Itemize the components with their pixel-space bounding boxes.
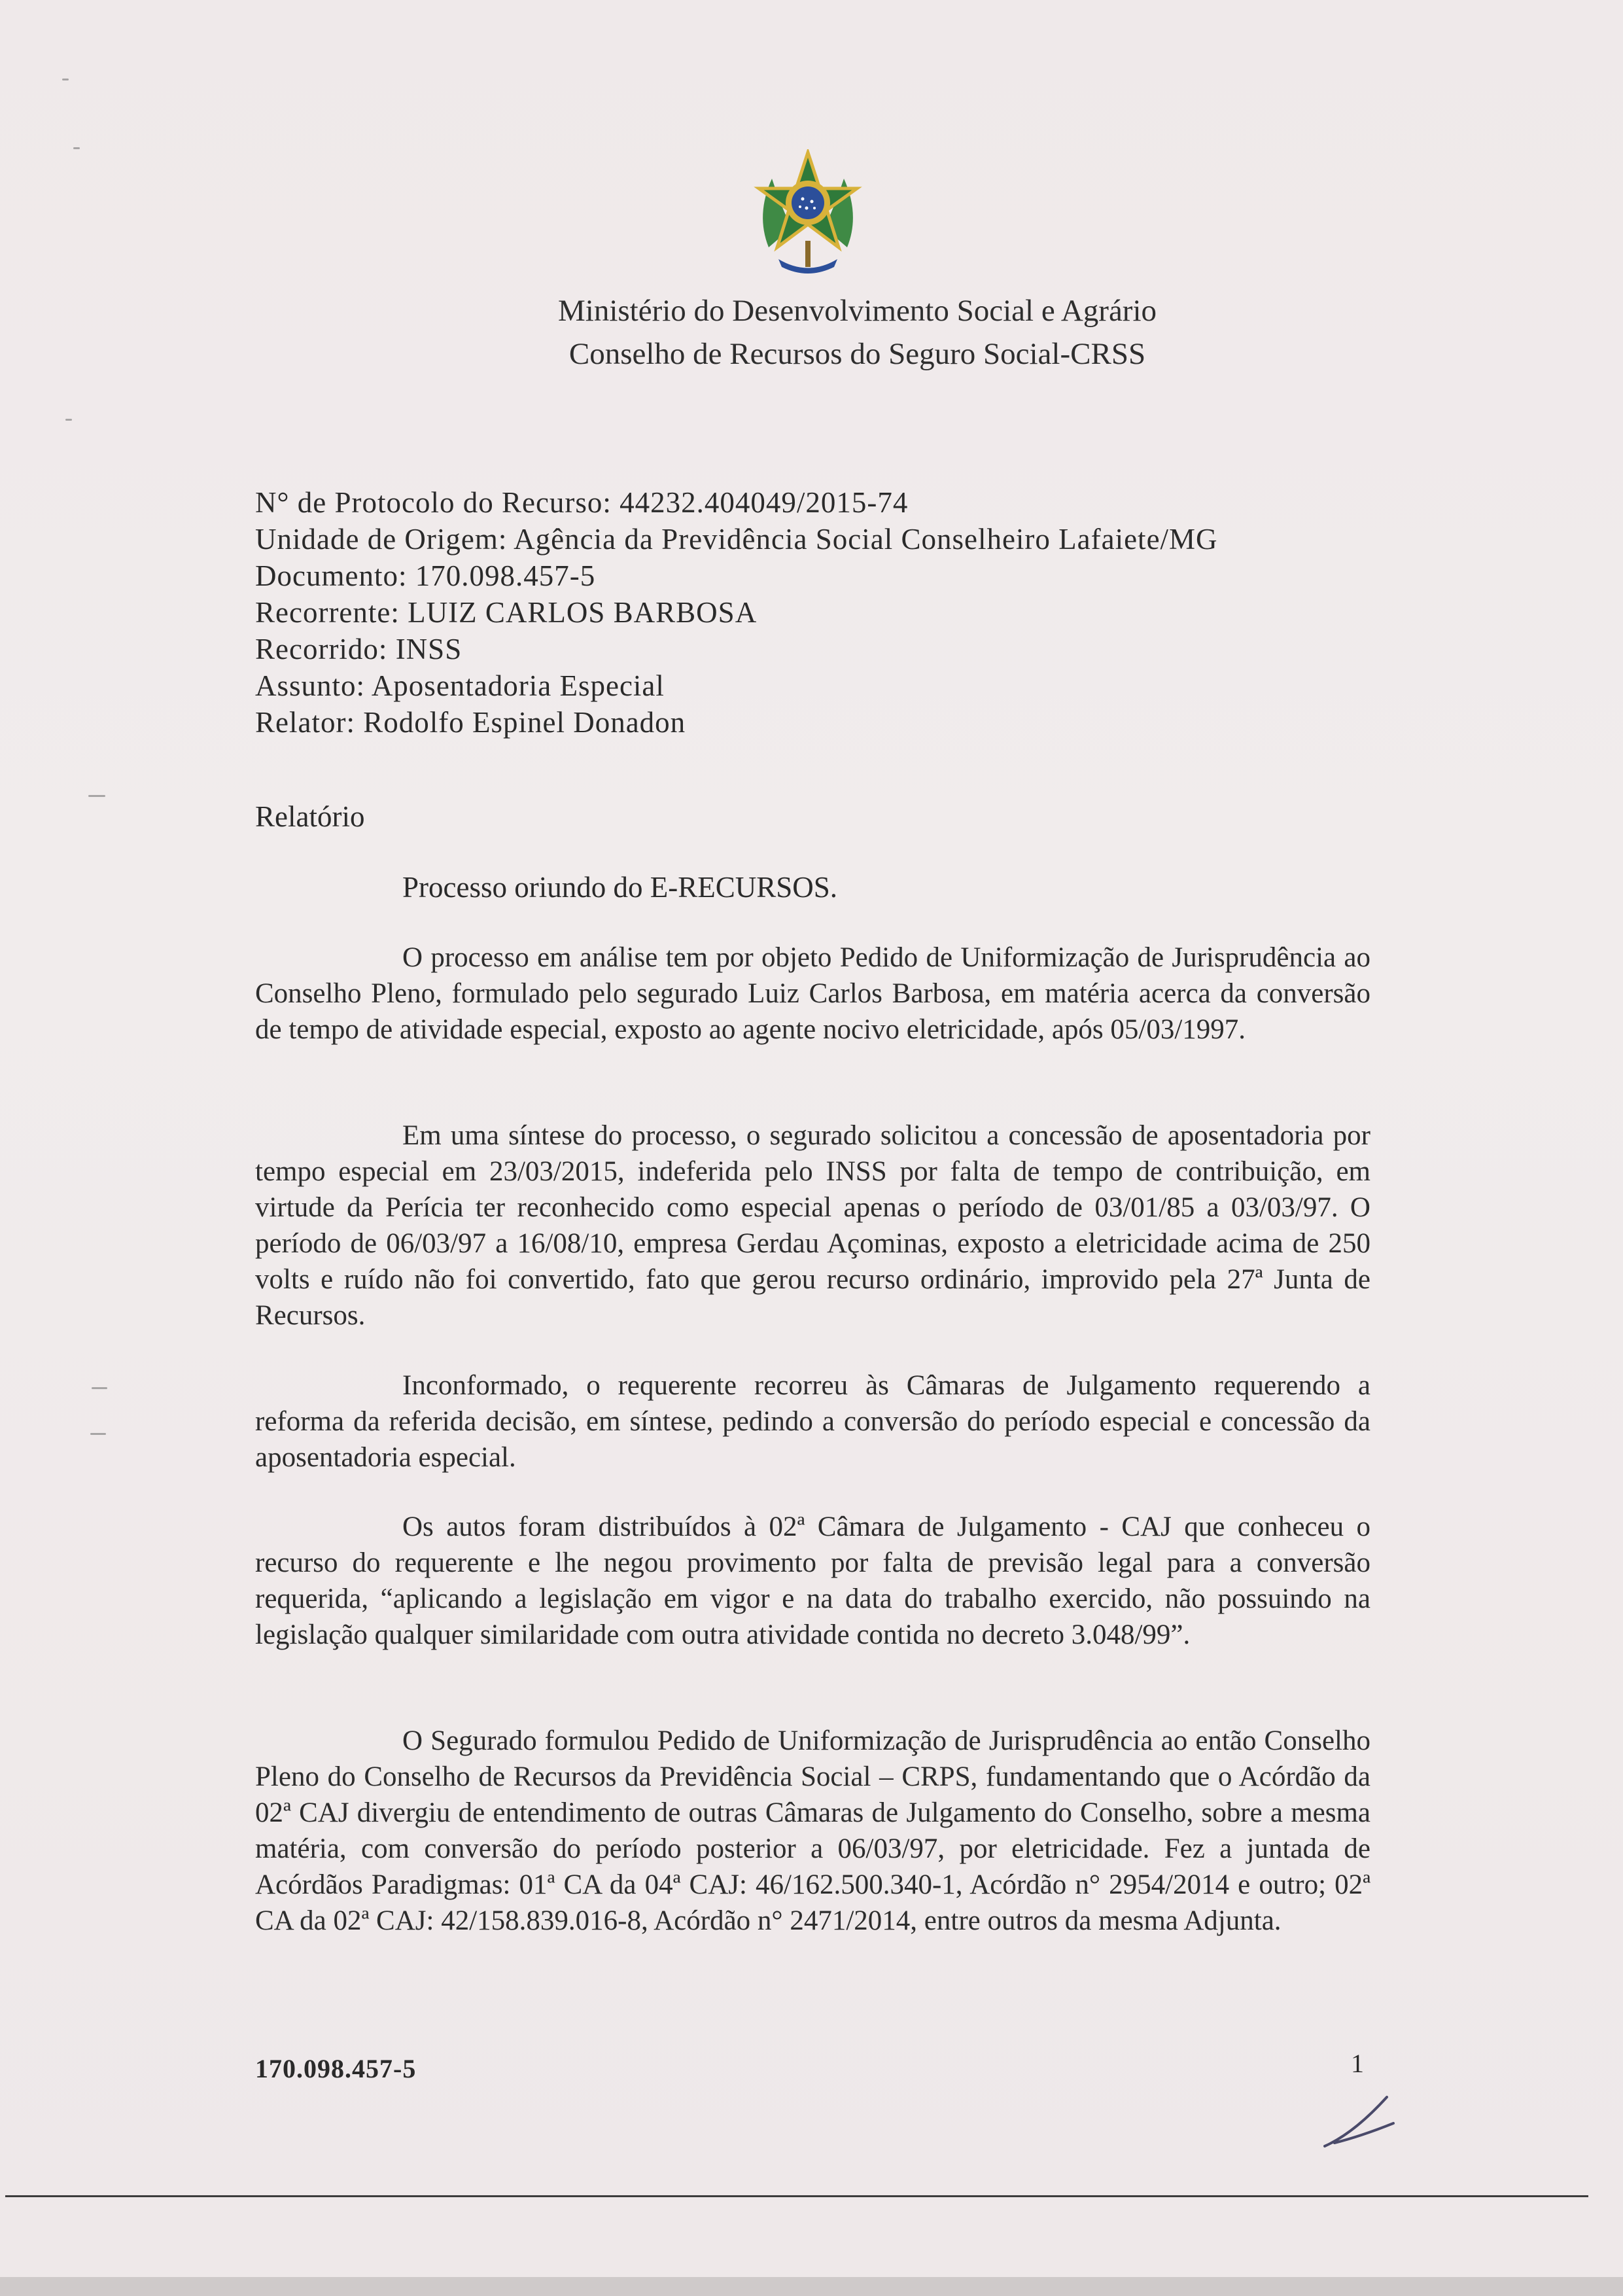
footer-document-id: 170.098.457-5 (255, 2054, 417, 2083)
council-heading: Conselho de Recursos do Seguro Social-CRSS (568, 337, 1146, 371)
page-number: 1 (1351, 2049, 1364, 2078)
scan-speck (62, 79, 69, 80)
report-section-title: Relatório (255, 800, 365, 833)
scan-bottom-edge (0, 2277, 1623, 2296)
rapporteur-row: Relator: Rodolfo Espinel Donadon (255, 706, 686, 739)
origin-unit-row: Unidade de Origem: Agência da Previdência Social Conselheiro Lafaiete/MG (255, 523, 1218, 556)
report-paragraph: O Segurado formulou Pedido de Uniformização de Jurisprudência ao então Conselho Pleno do Conselho de Recursos da Previdência Social – CRPS, fundamentando que o Acórdão da 02ª CAJ divergiu de entendimento de outras Câmaras de Julgamento do Conselho, sobre a mesma matéria, com conversão do período posterior a 06/03/97, por eletricidade. Fez a juntada de Acórdãos Paradigmas: 01ª CA da 04ª CAJ: 46/162.500.340-1, Acórdão n° 2954/2014 e outro; 02ª CA da 02ª CAJ: 42/158.839.016-8, Acórdão n° 2471/2014, entre outros da mesma Adjunta. (255, 1725, 1370, 1936)
case-metadata (255, 484, 1218, 741)
report-paragraph: Os autos foram distribuídos à 02ª Câmara de Julgamento - CAJ que conheceu o recurso do requerente e lhe negou provimento por falta de previsão legal para a conversão requerida, “aplicando a legislação em vigor e na data do trabalho exercido, não possuindo na legislação qualquer similaridade com outra atividade contida no decreto 3.048/99”. (255, 1511, 1370, 1650)
coat-of-arms-emblem (742, 149, 873, 280)
page-bottom-rule (5, 2195, 1588, 2197)
report-paragraph: Inconformado, o requerente recorreu às Câmaras de Julgamento requerendo a reforma da referida decisão, em síntese, pedindo a conversão do período especial e concessão da aposentadoria especial. (255, 1370, 1370, 1473)
subject-row: Assunto: Aposentadoria Especial (255, 669, 665, 702)
document-row: Documento: 170.098.457-5 (255, 559, 596, 592)
initials-signature (1315, 2084, 1400, 2156)
scan-speck (73, 147, 80, 149)
scan-speck (90, 1433, 106, 1435)
respondent-row: Recorrido: INSS (255, 633, 462, 665)
report-paragraph: O processo em análise tem por objeto Pedido de Uniformização de Jurisprudência ao Conselho Pleno, formulado pelo segurado Luiz Carlos Barbosa, em matéria acerca da conversão de tempo de atividade especial, exposto ao agente nocivo eletricidade, após 05/03/1997. (255, 942, 1370, 1045)
scan-speck (65, 419, 72, 421)
scan-speck (88, 795, 105, 797)
ministry-heading: Ministério do Desenvolvimento Social e Agrário (557, 294, 1157, 328)
appellant-row: Recorrente: LUIZ CARLOS BARBOSA (255, 596, 758, 629)
protocol-row: N° de Protocolo do Recurso: 44232.404049/2015-74 (255, 486, 909, 519)
process-origin-line: Processo oriundo do E-RECURSOS. (402, 871, 838, 904)
emblem-sword (805, 241, 811, 267)
scan-speck (92, 1387, 107, 1389)
report-paragraph: Em uma síntese do processo, o segurado solicitou a concessão de aposentadoria por tempo especial em 23/03/2015, indeferida pelo INSS por falta de tempo de contribuição, em virtude da Perícia ter reconhecido como especial apenas o período de 03/01/85 a 03/03/97. O período de 06/03/97 a 16/08/10, empresa Gerdau Açominas, exposto a eletricidade acima de 250 volts e ruído não foi convertido, fato que gerou recurso ordinário, improvido pela 27ª Junta de Recursos. (255, 1120, 1370, 1331)
emblem-center (792, 186, 824, 219)
